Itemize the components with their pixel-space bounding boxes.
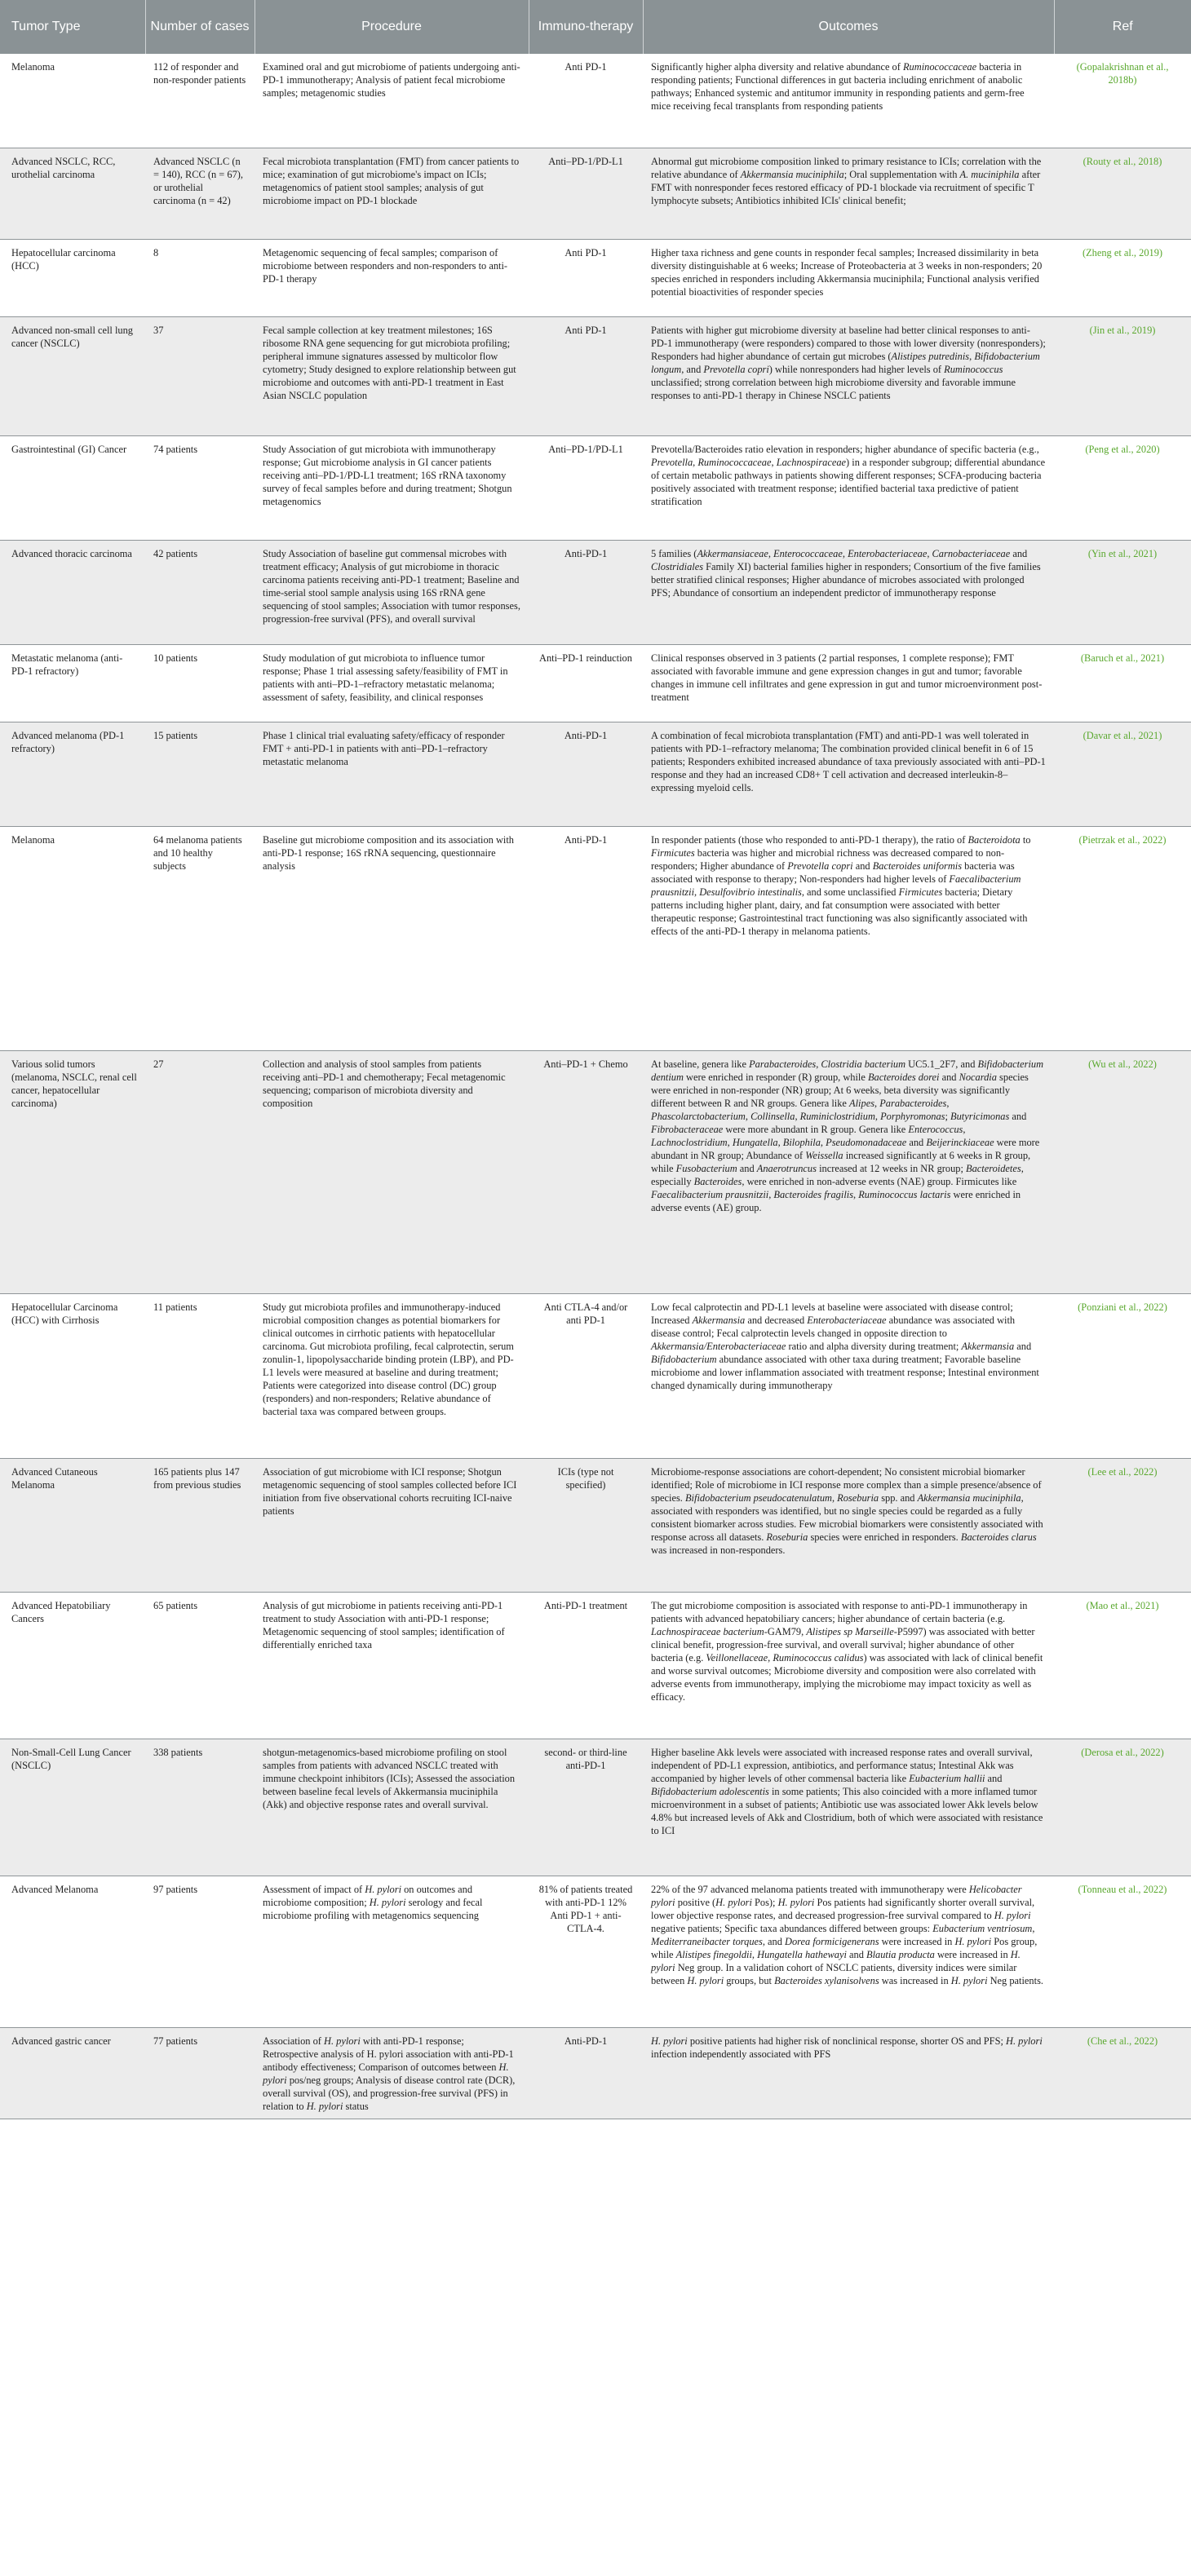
- tumor-type-cell: Advanced NSCLC, RCC, urothelial carcinoma: [0, 148, 145, 239]
- tumor-type-cell: Advanced gastric cancer: [0, 2027, 145, 2119]
- number-of-cases-cell: 64 melanoma patients and 10 healthy subjects: [145, 826, 255, 1050]
- header-row: [0, 0, 1191, 54]
- number-of-cases-cell: 65 patients: [145, 1592, 255, 1739]
- immunotherapy-cell: Anti–PD-1 + Chemo: [529, 1050, 643, 1293]
- immunotherapy-cell: Anti–PD-1 reinduction: [529, 644, 643, 722]
- outcomes-cell: In responder patients (those who responded to anti-PD-1 therapy), the ratio of Bacteroidota to Firmicutes bacteria was higher and microbial richness was decreased compared to non-responders; Higher abundance of Prevotella copri and Bacteroides uniformis bacteria was associated with response to therapy; Non-responders had higher levels of Faecalibacterium prausnitzii, Desulfovibrio intestinalis, and some unclassified Firmicutes bacteria; Dietary patterns including higher plant, dairy, and fat consumption were associated with better therapeutic response; Gastrointestinal tract functioning was also significantly associated with effects of the anti-PD-1 therapy in melanoma patients.: [643, 826, 1054, 1050]
- immunotherapy-cell: Anti–PD-1/PD-L1: [529, 435, 643, 540]
- reference-link[interactable]: (Jin et al., 2019): [1054, 316, 1191, 435]
- procedure-cell: Study gut microbiota profiles and immunotherapy-induced microbial composition changes as potential biomarkers for clinical outcomes in cirrhotic patients with hepatocellular carcinoma. Gut microbiota profiling, fecal calprotectin, serum zonulin-1, lipopolysaccharide binding protein (LBP), and PD-L1 levels were measured at baseline and during treatment; Patients were categorized into disease control (DC) group (responders) and non-responders; Relative abundance of bacterial taxa was compared between groups.: [255, 1293, 529, 1458]
- procedure-cell: Metagenomic sequencing of fecal samples; comparison of microbiome between responders and non-responders to anti-PD-1 therapy: [255, 239, 529, 316]
- number-of-cases-cell: 27: [145, 1050, 255, 1293]
- outcomes-cell: Low fecal calprotectin and PD-L1 levels at baseline were associated with disease control; Increased Akkermansia and decreased Enterobacteriaceae abundance was associated with disease control; Fecal calprotectin levels changed in opposite direction to Akkermansia/Enterobacteriaceae ratio and alpha diversity during treatment; Akkermansia and Bifidobacterium abundance associated with other taxa during treatment; Favorable baseline microbiome and lower inflammation associated with treatment response; Intestinal environment changed dynamically during immunotherapy: [643, 1293, 1054, 1458]
- procedure-cell: Assessment of impact of H. pylori on outcomes and microbiome composition; H. pylori serology and fecal microbiome profiling with metagenomics sequencing: [255, 1876, 529, 2027]
- tumor-type-cell: Advanced Melanoma: [0, 1876, 145, 2027]
- table-row: [0, 435, 1191, 540]
- procedure-cell: Fecal sample collection at key treatment milestones; 16S ribosome RNA gene sequencing for gut microbiota profiling; peripheral immune signatures assessed by multicolor flow cytometry; Study designed to explore relationship between gut microbiome and outcomes with anti-PD-1 treatment in East Asian NSCLC population: [255, 316, 529, 435]
- outcomes-cell: Patients with higher gut microbiome diversity at baseline had better clinical responses to anti-PD-1 immunotherapy (were responders) compared to those with lower diversity (nonresponders); Responders had higher abundance of certain gut microbes (Alistipes putredinis, Bifidobacterium longum, and Prevotella copri) while nonresponders had higher levels of Ruminococcus unclassified; strong correlation between high microbiome diversity and favorable immune responses to anti-PD-1 therapy in Chinese NSCLC patients: [643, 316, 1054, 435]
- table-row: [0, 722, 1191, 826]
- outcomes-cell: H. pylori positive patients had higher risk of nonclinical response, shorter OS and PFS; H. pylori infection independently associated with PFS: [643, 2027, 1054, 2119]
- procedure-cell: Baseline gut microbiome composition and its association with anti-PD-1 response; 16S rRNA sequencing, questionnaire analysis: [255, 826, 529, 1050]
- immunotherapy-cell: Anti-PD-1 treatment: [529, 1592, 643, 1739]
- procedure-cell: Examined oral and gut microbiome of patients undergoing anti-PD-1 immunotherapy; Analysis of patient fecal microbiome samples; metagenomic studies: [255, 54, 529, 148]
- table-row: [0, 1458, 1191, 1592]
- immunotherapy-cell: Anti PD-1: [529, 316, 643, 435]
- reference-link[interactable]: (Baruch et al., 2021): [1054, 644, 1191, 722]
- procedure-cell: Study modulation of gut microbiota to influence tumor response; Phase 1 trial assessing safety/feasibility of FMT in patients with anti–PD-1–refractory metastatic melanoma; assessment of safety, feasibility, and clinical responses: [255, 644, 529, 722]
- reference-link[interactable]: (Yin et al., 2021): [1054, 540, 1191, 644]
- tumor-type-cell: Advanced Hepatobiliary Cancers: [0, 1592, 145, 1739]
- table-row: [0, 316, 1191, 435]
- table-row: [0, 826, 1191, 1050]
- tumor-type-cell: Gastrointestinal (GI) Cancer: [0, 435, 145, 540]
- reference-link[interactable]: (Mao et al., 2021): [1054, 1592, 1191, 1739]
- table-row: [0, 148, 1191, 239]
- outcomes-cell: Clinical responses observed in 3 patients (2 partial responses, 1 complete response); FMT associated with favorable immune and gene expression changes in gut and tumor; favorable changes in immune cell infiltrates and gene expression in gut and tumor microenvironment post-treatment: [643, 644, 1054, 722]
- outcomes-cell: 22% of the 97 advanced melanoma patients treated with immunotherapy were Helicobacter pylori positive (H. pylori Pos); H. pylori Pos patients had significantly shorter overall survival, lower objective response rates, and decreased progression-free survival compared to H. pylori negative patients; Specific taxa abundances differed between groups: Eubacterium ventriosum, Mediterraneibacter torques, and Dorea formicigenerans were increased in H. pylori Pos group, while Alistipes finegoldii, Hungatella hathewayi and Blautia producta were increased in H. pylori Neg group. In a validation cohort of NSCLC patients, diversity indices were similar between H. pylori groups, but Bacteroides xylanisolvens was increased in H. pylori Neg patients.: [643, 1876, 1054, 2027]
- table-row: [0, 239, 1191, 316]
- procedure-cell: Analysis of gut microbiome in patients receiving anti-PD-1 treatment to study Association with anti-PD-1 response; Metagenomic sequencing of stool samples; identification of differentially enriched taxa: [255, 1592, 529, 1739]
- number-of-cases-cell: 37: [145, 316, 255, 435]
- number-of-cases-cell: 42 patients: [145, 540, 255, 644]
- outcomes-cell: The gut microbiome composition is associated with response to anti-PD-1 immunotherapy in patients with advanced hepatobiliary cancers; higher abundance of certain bacteria (e.g. Lachnospiraceae bacterium-GAM79, Alistipes sp Marseille-P5997) was associated with better clinical benefit, progression-free survival, and overall survival; higher abundance of other bacteria (e.g. Veillonellaceae, Ruminococcus calidus) was associated with lack of clinical benefit and worse survival outcomes; Microbiome diversity and composition were also correlated with adverse events from immunotherapy, implying the microbiome may impact toxicity as well as efficacy.: [643, 1592, 1054, 1739]
- col-header-ref: Ref: [1054, 0, 1191, 54]
- tumor-type-cell: Melanoma: [0, 826, 145, 1050]
- immunotherapy-cell: second- or third-line anti-PD-1: [529, 1739, 643, 1876]
- tumor-type-cell: Metastatic melanoma (anti-PD-1 refractory): [0, 644, 145, 722]
- procedure-cell: Association of gut microbiome with ICI response; Shotgun metagenomic sequencing of stool samples collected before ICI initiation from five observational cohorts recruiting ICI-naive patients: [255, 1458, 529, 1592]
- number-of-cases-cell: 11 patients: [145, 1293, 255, 1458]
- outcomes-cell: Higher baseline Akk levels were associated with increased response rates and overall survival, independent of PD-L1 expression, antibiotics, and performance status; Intestinal Akk was accompanied by higher levels of other commensal bacteria like Eubacterium hallii and Bifidobacterium adolescentis in some patients; This also coincided with a more inflamed tumor microenvironment in a subset of patients; Antibiotic use was associated lower Akk levels below 4.8% but increased levels of Akk and Clostridium, both of which were associated with resistance to ICI: [643, 1739, 1054, 1876]
- col-header-number-of-cases: Number of cases: [145, 0, 255, 54]
- tumor-type-cell: Advanced non-small cell lung cancer (NSCLC): [0, 316, 145, 435]
- tumor-type-cell: Hepatocellular carcinoma (HCC): [0, 239, 145, 316]
- immunotherapy-cell: Anti PD-1: [529, 239, 643, 316]
- number-of-cases-cell: 10 patients: [145, 644, 255, 722]
- immunotherapy-cell: Anti–PD-1/PD-L1: [529, 148, 643, 239]
- procedure-cell: shotgun-metagenomics-based microbiome profiling on stool samples from patients with advanced NSCLC treated with immune checkpoint inhibitors (ICIs); Assessed the association between baseline fecal levels of Akkermansia muciniphila (Akk) and objective response rates and overall survival.: [255, 1739, 529, 1876]
- outcomes-cell: A combination of fecal microbiota transplantation (FMT) and anti-PD-1 was well tolerated in patients with PD-1–refractory melanoma; The combination provided clinical benefit in 6 of 15 patients; Responders exhibited increased abundance of taxa previously associated with anti–PD-1 response and they had an increased CD8+ T cell activation and decreased interleukin-8–expressing myeloid cells.: [643, 722, 1054, 826]
- reference-link[interactable]: (Zheng et al., 2019): [1054, 239, 1191, 316]
- procedure-cell: Association of H. pylori with anti-PD-1 response; Retrospective analysis of H. pylori association with anti-PD-1 antibody effectiveness; Comparison of outcomes between H. pylori pos/neg groups; Analysis of disease control rate (DCR), overall survival (OS), and progression-free survival (PFS) in relation to H. pylori status: [255, 2027, 529, 2119]
- reference-link[interactable]: (Ponziani et al., 2022): [1054, 1293, 1191, 1458]
- col-header-outcomes: Outcomes: [643, 0, 1054, 54]
- table-row: [0, 540, 1191, 644]
- tumor-type-cell: Advanced Cutaneous Melanoma: [0, 1458, 145, 1592]
- reference-link[interactable]: (Derosa et al., 2022): [1054, 1739, 1191, 1876]
- number-of-cases-cell: 77 patients: [145, 2027, 255, 2119]
- tumor-type-cell: Non-Small-Cell Lung Cancer (NSCLC): [0, 1739, 145, 1876]
- procedure-cell: Phase 1 clinical trial evaluating safety/efficacy of responder FMT + anti-PD-1 in patients with anti–PD-1–refractory metastatic melanoma: [255, 722, 529, 826]
- table-row: [0, 54, 1191, 148]
- number-of-cases-cell: 112 of responder and non-responder patients: [145, 54, 255, 148]
- immunotherapy-cell: 81% of patients treated with anti-PD-1 12% Anti PD-1 + anti-CTLA-4.: [529, 1876, 643, 2027]
- immunotherapy-cell: Anti-PD-1: [529, 540, 643, 644]
- immunotherapy-cell: Anti-PD-1: [529, 2027, 643, 2119]
- number-of-cases-cell: 165 patients plus 147 from previous studies: [145, 1458, 255, 1592]
- reference-link[interactable]: (Pietrzak et al., 2022): [1054, 826, 1191, 1050]
- table-row: [0, 1592, 1191, 1739]
- number-of-cases-cell: 74 patients: [145, 435, 255, 540]
- table-row: [0, 1876, 1191, 2027]
- reference-link[interactable]: (Routy et al., 2018): [1054, 148, 1191, 239]
- immunotherapy-cell: Anti-PD-1: [529, 722, 643, 826]
- tumor-type-cell: Advanced melanoma (PD-1 refractory): [0, 722, 145, 826]
- col-header-immunotherapy: Immuno-therapy: [529, 0, 643, 54]
- reference-link[interactable]: (Peng et al., 2020): [1054, 435, 1191, 540]
- outcomes-cell: Prevotella/Bacteroides ratio elevation in responders; higher abundance of specific bacteria (e.g., Prevotella, Ruminococcaceae, Lachnospiraceae) in a responder subgroup; differential abundance of certain metabolic pathways in patients showing different responses; SCFA-producing bacteria positively associated with treatment response; identified bacterial taxa predictive of patient stratification: [643, 435, 1054, 540]
- table-row: [0, 1293, 1191, 1458]
- col-header-procedure: Procedure: [255, 0, 529, 54]
- number-of-cases-cell: 338 patients: [145, 1739, 255, 1876]
- immunotherapy-cell: Anti CTLA-4 and/or anti PD-1: [529, 1293, 643, 1458]
- outcomes-cell: Significantly higher alpha diversity and relative abundance of Ruminococcaceae bacteria in responding patients; Functional differences in gut bacteria including enrichment of anabolic pathways; Enhanced systemic and antitumor immunity in responding patients and germ-free mice receiving fecal transplants from responding patients: [643, 54, 1054, 148]
- outcomes-cell: Microbiome-response associations are cohort-dependent; No consistent microbial biomarker identified; Role of microbiome in ICI response more complex than a simple presence/absence of species. Bifidobacterium pseudocatenulatum, Roseburia spp. and Akkermansia muciniphila, associated with responders was identified, but no single species could be regarded as a fully consistent biomarker across studies. Few microbial biomarkers were consistently associated with response across all datasets. Roseburia species were enriched in responders. Bacteroides clarus was increased in non-responders.: [643, 1458, 1054, 1592]
- tumor-type-cell: Various solid tumors (melanoma, NSCLC, renal cell cancer, hepatocellular carcinoma): [0, 1050, 145, 1293]
- reference-link[interactable]: (Gopalakrishnan et al., 2018b): [1054, 54, 1191, 148]
- immunotherapy-cell: Anti PD-1: [529, 54, 643, 148]
- table-row: [0, 644, 1191, 722]
- immunotherapy-cell: ICIs (type not specified): [529, 1458, 643, 1592]
- tumor-type-cell: Hepatocellular Carcinoma (HCC) with Cirrhosis: [0, 1293, 145, 1458]
- outcomes-cell: Higher taxa richness and gene counts in responder fecal samples; Increased dissimilarity in beta diversity distinguishable at 6 weeks; Increase of Proteobacteria at 3 weeks in non-responders; 20 species enriched in responders including Akkermansia muciniphila; Functional analysis verified potential bioactivities of responder species: [643, 239, 1054, 316]
- outcomes-cell: 5 families (Akkermansiaceae, Enterococcaceae, Enterobacteriaceae, Carnobacteriaceae and Clostridiales Family XI) bacterial families higher in responders; Consortium of the five families better stratified clinical responses; Higher abundance of microbes associated with prolonged PFS; Abundance of consortium an independent predictor of immunotherapy response: [643, 540, 1054, 644]
- immunotherapy-cell: Anti-PD-1: [529, 826, 643, 1050]
- number-of-cases-cell: 15 patients: [145, 722, 255, 826]
- reference-link[interactable]: (Tonneau et al., 2022): [1054, 1876, 1191, 2027]
- procedure-cell: Study Association of baseline gut commensal microbes with treatment efficacy; Analysis of gut microbiome in thoracic carcinoma patients receiving anti-PD-1 treatment; Baseline and time-serial stool sample analysis using 16S rRNA gene sequencing of stool samples; Association with tumor responses, progression-free survival (PFS), and overall survival: [255, 540, 529, 644]
- table-body: [0, 54, 1191, 2119]
- reference-link[interactable]: (Davar et al., 2021): [1054, 722, 1191, 826]
- reference-link[interactable]: (Lee et al., 2022): [1054, 1458, 1191, 1592]
- table-row: [0, 2027, 1191, 2119]
- number-of-cases-cell: 8: [145, 239, 255, 316]
- tumor-type-cell: Advanced thoracic carcinoma: [0, 540, 145, 644]
- number-of-cases-cell: 97 patients: [145, 1876, 255, 2027]
- table-row: [0, 1739, 1191, 1876]
- procedure-cell: Fecal microbiota transplantation (FMT) from cancer patients to mice; examination of gut microbiome's impact on ICIs; metagenomics of patient stool samples; analysis of gut microbiome impact on PD-1 blockade: [255, 148, 529, 239]
- procedure-cell: Collection and analysis of stool samples from patients receiving anti–PD-1 and chemotherapy; Fecal metagenomic sequencing; comparison of microbiota diversity and composition: [255, 1050, 529, 1293]
- outcomes-cell: Abnormal gut microbiome composition linked to primary resistance to ICIs; correlation with the relative abundance of Akkermansia muciniphila; Oral supplementation with A. muciniphila after FMT with nonresponder feces restored efficacy of PD-1 blockade via recruitment of specific T lymphocyte subsets; Antibiotics inhibited ICIs' clinical benefit;: [643, 148, 1054, 239]
- reference-link[interactable]: (Wu et al., 2022): [1054, 1050, 1191, 1293]
- outcomes-cell: At baseline, genera like Parabacteroides, Clostridia bacterium UC5.1_2F7, and Bifidobacterium dentium were enriched in responder (R) group, while Bacteroides dorei and Nocardia species were enriched in non-responder (NR) group; At 6 weeks, beta diversity was significantly different between R and NR groups. Genera like Alipes, Parabacteroides, Phascolarctobacterium, Collinsella, Ruminiclostridium, Porphyromonas; Butyricimonas and Fibrobacteraceae were more abundant in R group. Genera like Enterococcus, Lachnoclostridium, Hungatella, Bilophila, Pseudomonadaceae and Beijerinckiaceae were more abundant in NR group; Abundance of Weissella increased significantly at 6 weeks in R group, while Fusobacterium and Anaerotruncus increased at 12 weeks in NR group; Bacteroidetes, especially Bacteroides, were enriched in non-adverse events (NAE) group. Firmicutes like Faecalibacterium prausnitzii, Bacteroides fragilis, Ruminococcus lactaris were enriched in adverse events (AE) group.: [643, 1050, 1054, 1293]
- table-row: [0, 1050, 1191, 1293]
- col-header-tumor-type: Tumor Type: [0, 0, 145, 54]
- number-of-cases-cell: Advanced NSCLC (n = 140), RCC (n = 67), or urothelial carcinoma (n = 42): [145, 148, 255, 239]
- tumor-type-cell: Melanoma: [0, 54, 145, 148]
- procedure-cell: Study Association of gut microbiota with immunotherapy response; Gut microbiome analysis in GI cancer patients receiving anti–PD-1/PD-L1 treatment; 16S rRNA taxonomy survey of fecal samples before and during treatment; Shotgun metagenomics: [255, 435, 529, 540]
- reference-link[interactable]: (Che et al., 2022): [1054, 2027, 1191, 2119]
